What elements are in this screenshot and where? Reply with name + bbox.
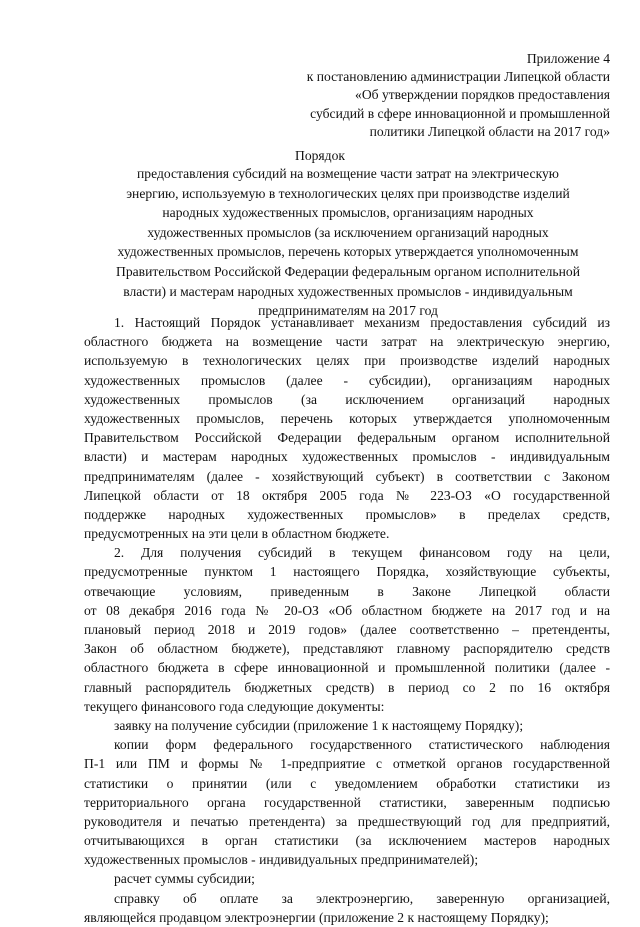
body-line: художественных промыслов (за исключением организаций народных	[84, 391, 610, 407]
document-title: Порядок	[295, 148, 345, 163]
subtitle-line: энергию, используемую в технологических целях при производстве изделий	[126, 185, 570, 201]
body-line: власти) и мастерам народных художественных промыслов - индивидуальным	[84, 449, 610, 465]
appendix-header	[307, 50, 610, 141]
body-line: 1. Настоящий Порядок устанавливает механизм предоставления субсидий из	[114, 315, 610, 330]
body-line: П-1 или ПМ и формы № 1-предприятие с отметкой органов государственной	[84, 756, 610, 772]
body-line: статистики о принятии (или с уведомлением обработки статистики из	[84, 775, 610, 791]
body-line: отчитывающихся в орган статистики (за исключением мастеров народных	[84, 833, 610, 849]
body-line: справку об оплате за электроэнергию, заверенную организацией,	[114, 890, 610, 906]
body-line: плановый период 2018 и 2019 годов» (далее соответственно – претенденты,	[84, 622, 610, 637]
subtitle-line: предпринимателям на 2017 год	[258, 303, 438, 319]
body-line: отвечающие условиям, приведенным в Законе Липецкой области	[84, 583, 610, 599]
body-line: текущего финансового года следующие документы:	[84, 698, 385, 714]
body-line: являющейся продавцом электроэнергии (приложение 2 к настоящему Порядку);	[84, 909, 549, 925]
body-line: художественных промыслов - индивидуальных предпринимателей);	[84, 852, 479, 868]
body-line: 2. Для получения субсидий в текущем финансовом году на цели,	[114, 545, 610, 561]
document-subtitle	[78, 164, 618, 321]
body-line: художественных промыслов (далее - субсидии), организациям народных	[84, 372, 610, 388]
body-line: расчет суммы субсидии;	[114, 871, 255, 887]
appendix-line: субсидий в сфере инновационной и промышленной	[310, 105, 610, 121]
body-line: областного бюджета в сфере инновационной и промышленной политики (далее -	[84, 660, 610, 676]
appendix-line: Приложение 4	[526, 51, 610, 66]
subtitle-line: художественных промыслов, перечень которых утверждается уполномоченным	[117, 244, 579, 260]
body-line: областного бюджета на возмещение части затрат на электрическую энергию,	[84, 334, 610, 350]
body-line: заявку на получение субсидии (приложение 1 к настоящему Порядку);	[114, 717, 524, 733]
document-body	[84, 313, 610, 927]
body-line: Правительством Российской Федерации федеральным органом исполнительной	[84, 430, 610, 446]
body-line: руководителя и печатью претендента) за предшествующий год для предприятий,	[84, 813, 610, 829]
appendix-line: к постановлению администрации Липецкой области	[306, 69, 610, 85]
body-line: главный распорядитель бюджетных средств) в период со 2 по 16 октября	[84, 679, 610, 695]
body-line: от 08 декабря 2016 года № 20-ОЗ «Об областном бюджете на 2017 год и на	[84, 602, 610, 618]
body-line: предусмотренных на эти цели в областном бюджете.	[84, 526, 390, 542]
body-line: поддержке народных художественных промыслов» в пределах средств,	[84, 506, 610, 522]
subtitle-line: народных художественных промыслов, организациям народных	[162, 205, 534, 221]
appendix-line: политики Липецкой области на 2017 год»	[369, 123, 610, 139]
body-line: предпринимателям (далее - хозяйствующий субъект) в соответствии с Законом	[84, 468, 610, 484]
subtitle-line: предоставления субсидий на возмещение части затрат на электрическую	[137, 166, 559, 181]
body-line: художественных промыслов, перечень которых утверждается уполномоченным	[84, 410, 610, 426]
body-line: Закон об областном бюджете), представляют главному распорядителю средств	[84, 641, 610, 657]
body-line: используемую в технологических целях при производстве изделий народных	[84, 353, 610, 369]
body-line: территориального органа государственной статистики, заверенным подписью	[84, 794, 610, 810]
subtitle-line: художественных промыслов (за исключением организаций народных	[147, 224, 549, 240]
appendix-line: «Об утверждении порядков предоставления	[355, 87, 610, 103]
body-line: предусмотренные пунктом 1 настоящего Порядка, хозяйствующие субъекты,	[84, 564, 610, 580]
body-line: Липецкой области от 18 октября 2005 года № 223-ОЗ «О государственной	[84, 487, 610, 503]
subtitle-line: Правительством Российской Федерации федеральным органом исполнительной	[116, 263, 580, 279]
body-line: копии форм федерального государственного статистического наблюдения	[114, 737, 610, 753]
subtitle-line: власти) и мастерам народных художественных промыслов - индивидуальным	[123, 283, 573, 299]
